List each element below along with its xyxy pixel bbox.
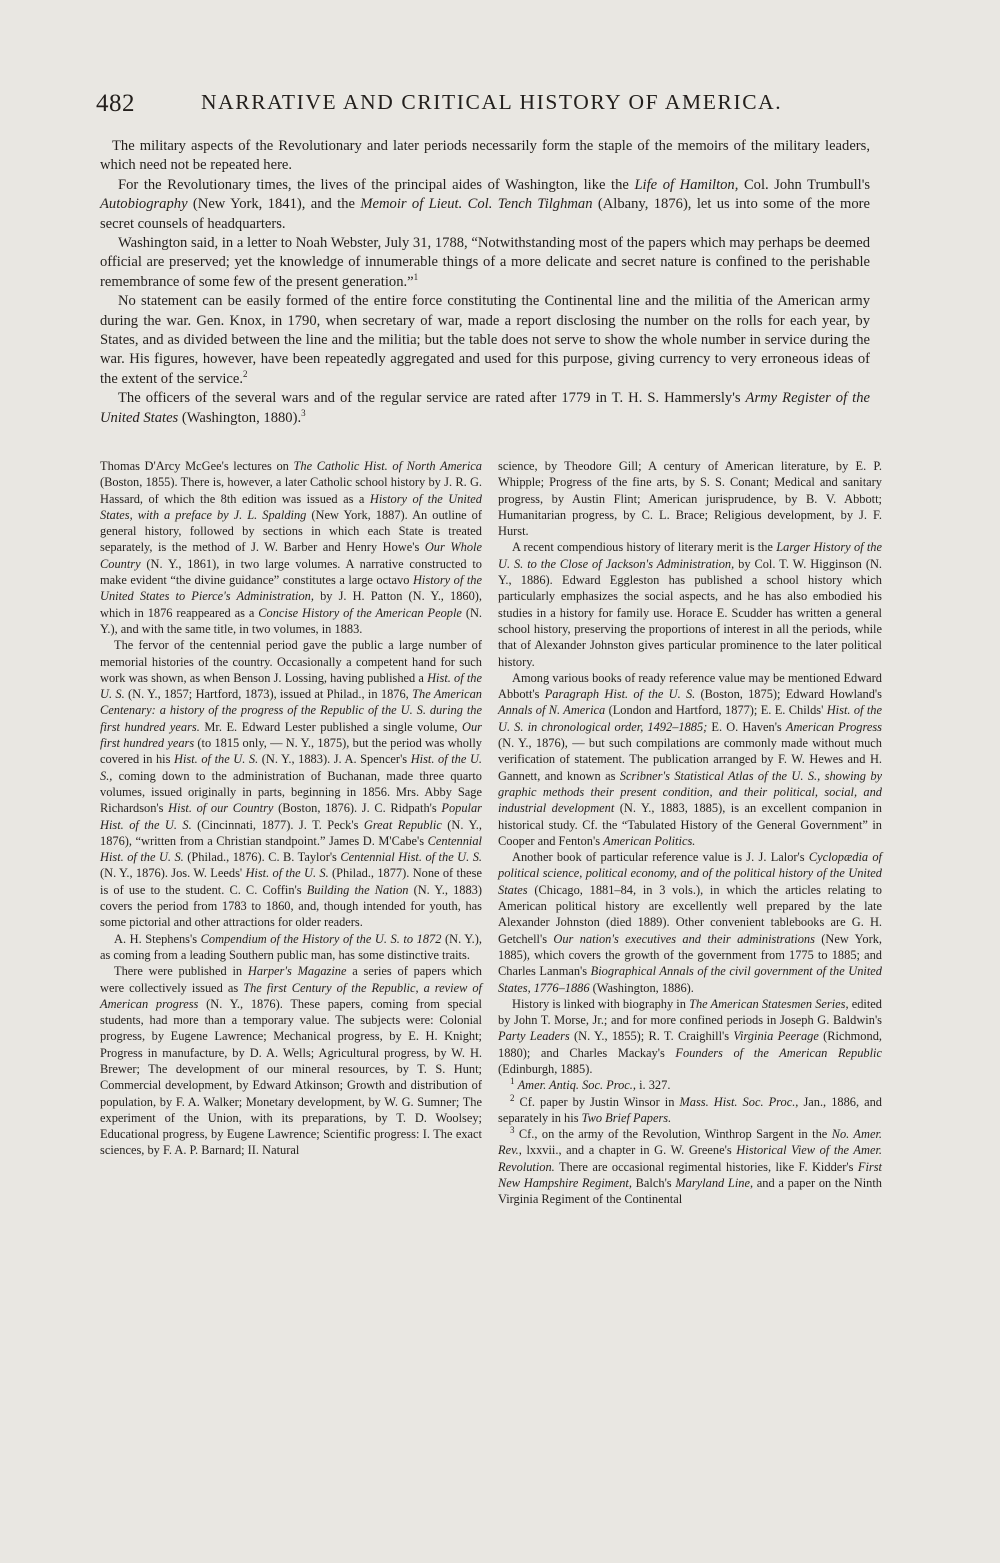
right-column [498,458,882,1208]
italic-title: Our first hundred years [100,719,482,751]
text-run: (N. Y., 1857; Hartford, 1873), issued at Philad., in 1876, [124,687,413,702]
note-paragraph [100,458,482,637]
text-run: a series of papers which were collectively issued as [100,964,482,995]
italic-title: Compendium of the History of the U. S. to 1872 [200,931,442,946]
text-run: (to 1815 only, — N. Y., 1875), but the period was wholly covered in his [100,736,482,767]
italic-title: The American Statesmen Series, [689,996,849,1011]
italic-title: Centennial Hist. of the U. S. [340,850,482,865]
italic-title: Hist. of the U. S. in chronological order, 1492–1885; [498,703,882,734]
text-run: (Philad., 1877). None of these is of use to the student. C. C. Coffin's [100,866,482,897]
text-run: (N. Y., 1883) covers the period from 1783 to 1860, and, though intended for youth, has some pictorial and other attractions for older readers. [100,882,482,930]
italic-title: Great Republic [363,817,442,832]
text-run: Mr. E. Edward Lester published a single volume, [199,719,463,734]
italic-title: American Politics. [603,833,696,848]
text-run: The fervor of the centennial period gave the public a large number of memorial histories of the country. Occasionally a competent hand for such work was shown, as when Benson J. Lossing, having published a [100,638,482,685]
text-run: (N. Y., 1861), in two large volumes. A narrative constructed to make evident “the divine guidance” constitutes a large octavo [100,556,482,588]
footnote-marker: 3 [301,407,306,418]
footnote-marker: 1 [510,1076,515,1087]
note-paragraph [498,539,882,669]
text-run: (Washington, 1880). [178,409,302,426]
text-run: (Washington, 1886). [589,980,694,995]
text-run: The military aspects of the Revolutionary and later periods necessarily form the staple of the memoirs of the military leaders, which need not be repeated here. [100,138,870,174]
italic-title: American Progress [785,719,882,734]
italic-title: Maryland Line, [675,1176,754,1191]
italic-title: Harper's Magazine [247,964,347,979]
text-run: (N. Y.), and with the same title, in two volumes, in 1883. [100,605,482,636]
text-run: (N. Y., 1883, 1885), is an excellent companion in historical study. Cf. the “Tabulated History of the General Government” in Cooper and Fenton's [498,801,883,848]
text-run: (Cincinnati, 1877). J. T. Peck's [191,817,364,832]
footnote-marker: 2 [243,369,248,380]
note-paragraph [100,963,482,1159]
text-run: History is linked with biography in [512,996,690,1011]
text-run: Among various books of ready reference value may be mentioned Edward Abbott's [498,670,882,702]
italic-title: Paragraph Hist. of the U. S. [544,687,696,702]
note-paragraph [498,458,882,539]
text-run: (New York, 1887). An outline of general history, followed by sections in which each State is treated separately, is the method of J. W. Barber and Henry Howe's [100,507,483,555]
italic-title: Popular Hist. of the U. S. [100,801,482,832]
italic-title: Amer. Antiq. Soc. Proc., [517,1078,636,1093]
text-run: (N. Y., 1876). Jos. W. Leeds' [100,866,246,881]
text-run: by Col. T. W. Higginson (N. Y., 1886). Edward Eggleston has published a school history which particularly emphasizes the social aspects, and he has also embodied his studies in a history for family use. Horace E. Scudder has written a general school history, preserving the proportions of interest in all the periods, while that of Alexander Johnston gives particular prominence to the later political history. [498,556,882,669]
italic-title: History of the United States, with a preface by J. L. Spalding [100,491,482,522]
text-run: Thomas D'Arcy McGee's lectures on [100,459,294,473]
text-run: (Philad., 1876). C. B. Taylor's [183,850,341,865]
italic-title: Autobiography [100,196,188,213]
left-column [100,458,482,1159]
footnote-marker: 2 [510,1092,515,1103]
italic-title: Army Register of the United States [100,390,870,426]
text-run: Balch's [631,1176,676,1191]
italic-title: Our nation's executives and their administrations [553,931,815,946]
running-title: NARRATIVE AND CRITICAL HISTORY OF AMERICA. [201,90,783,114]
paragraph [100,137,870,176]
text-run: lxxvii., and a chapter in G. W. Greene's [521,1143,737,1158]
text-run: Cf., on the army of the Revolution, Winthrop Sargent in the [514,1127,832,1142]
text-run: (New York, 1885), which covers the growth of the government from 1775 to 1885; and Charles Lanman's [498,931,882,979]
text-run: There are occasional regimental histories, like F. Kidder's [554,1159,858,1174]
text-run: (Albany, 1876), let us into some of the more secret counsels of headquarters. [100,196,870,232]
italic-title: History of the United States to Pierce's Administration, [100,573,482,604]
text-run: (Chicago, 1881–84, in 3 vols.), in which the articles relating to American political history are excellently well prepared by the late Alexander Johnston (died 1889). Other convenient tablebooks are G. H. Getchell's [498,882,882,946]
italic-title: The American Centenary: a history of the progress of the Republic of the U. S. during the first hundred years. [100,687,482,734]
italic-title: No. Amer. Rev., [498,1127,882,1158]
paragraph [100,176,870,234]
italic-title: Our Whole Country [100,540,482,571]
text-run: (N. Y.), as coming from a leading Southern public man, has some distinctive traits. [100,931,482,962]
italic-title: Building the Nation [306,882,409,897]
italic-title: The Catholic Hist. of North America [293,459,482,473]
italic-title: Founders of the American Republic [675,1045,882,1060]
italic-title: First New Hampshire Regiment, [498,1159,882,1191]
text-run: (N. Y., 1855); R. T. Craighill's [569,1029,734,1044]
text-run: (N. Y., 1876), — but such compilations are commonly made without much verification of statement. The publication arranged by F. W. Hewes and H. Gannett, and known as [498,736,882,783]
text-run: i. 327. [636,1078,671,1093]
italic-title: Historical View of the Amer. Revolution. [498,1143,882,1174]
text-run: (N. Y., 1876), “written from a Christian standpoint.” James D. M'Cabe's [100,817,482,848]
text-run: (Boston, 1855). There is, however, a later Catholic school history by J. R. G. Hassard, of which the 8th edition was issued as a [100,475,482,506]
note-paragraph [100,637,482,930]
italic-title: Virginia Peerage [733,1029,819,1044]
text-run: edited by John T. Morse, Jr.; and for more confined periods in Joseph G. Baldwin's [498,996,882,1028]
text-run: by J. H. Patton (N. Y., 1860), which in 1876 reappeared as a [100,589,483,620]
text-run: (London and Hartford, 1877); E. E. Childs' [605,703,827,718]
footnote-marker: 3 [510,1125,515,1136]
paragraph [100,292,870,389]
paragraph [100,234,870,292]
italic-title: Concise History of the American People [258,605,462,620]
italic-title: Hist. of the U. S. [100,670,482,702]
note-paragraph [498,996,882,1077]
italic-title: Biographical Annals of the civil government of the United States, 1776–1886 [498,964,882,995]
footnote-3 [498,1126,882,1207]
note-paragraph [498,670,882,849]
text-run: (Boston, 1875); Edward Howland's [695,687,882,702]
main-text [100,137,870,428]
paragraph [100,389,870,428]
text-run: Cf. paper by Justin Winsor in [514,1094,680,1109]
italic-title: Hist. of the U. S., [100,752,482,783]
footnote-marker: 1 [413,271,419,282]
italic-title: Scribner's Statistical Atlas of the U. S., showing by graphic methods their present condition, and their political, social, and industrial development [498,768,883,816]
text-run: (N. Y., 1876). These papers, coming from special students, had more than a temporary value. The subjects were: Colonial progress, by Eugene Lawrence; Mechanical progress, by E. H. Knight; Progress in manufacture, by D. A. Wells; Agricultural progress, by W. H. Brewer; The development of our mineral resources, by T. S. Hunt; Commercial development, by Edward Atkinson; Growth and distribution of population, by F. A. Walker; Monetary development, by W. G. Sumner; The experiment of the Union, with its preparations, by T. D. Woolsey; Educational progress, by Eugene Lawrence; Scientific progress: I. The exact sciences, by F. A. P. Barnard; II. Natural [100,996,482,1158]
text-run: Another book of particular reference value is J. J. Lalor's [512,850,809,865]
footnote-2 [498,1094,882,1127]
footnote-1 [498,1077,882,1093]
text-run: and a paper on the Ninth Virginia Regiment of the Continental [498,1176,882,1207]
italic-title: Annals of N. America [498,703,606,718]
note-paragraph [498,849,882,996]
text-run: science, by Theodore Gill; A century of American literature, by E. P. Whipple; Progress of the fine arts, by S. S. Conant; Medical and sanitary progress, by Austin Flint; American jurisprudence, by B. V. Abbott; Humanitarian progress, by C. L. Brace; Religious development, by J. F. Hurst. [498,459,882,539]
italic-title: Larger History of the U. S. to the Close of Jackson's Administration, [498,540,882,571]
text-run: (Boston, 1876). J. C. Ridpath's [273,801,442,816]
text-run: There were published in [114,964,248,979]
italic-title: Memoir of Lieut. Col. Tench Tilghman [360,196,593,213]
italic-title: Centennial Hist. of the U. S. [100,833,482,865]
text-run: (New York, 1841), and the [187,196,361,213]
notes-columns [100,458,890,1458]
text-run: Col. John Trumbull's [738,176,871,193]
italic-title: Mass. Hist. Soc. Proc., [679,1094,799,1109]
note-paragraph [100,931,482,964]
text-run: coming down to the administration of Buchanan, made three quarto volumes, issued originally in parts, beginning in 1856. Mrs. Abby Sage Richardson's [100,768,482,816]
text-run: (Richmond, 1880); and Charles Mackay's [498,1029,882,1060]
text-run: A. H. Stephens's [114,931,201,946]
italic-title: Hist. of the U. S. [174,752,259,767]
text-run: Jan., 1886, and separately in his [498,1094,882,1125]
page-number: 482 [96,90,135,117]
text-run: (N. Y., 1883). J. A. Spencer's [258,752,411,767]
italic-title: The first Century of the Republic, a review of American progress [100,980,482,1011]
text-run: The officers of the several wars and of the regular service are rated after 1779 in T. H. S. Hammersly's [118,390,746,407]
text-run: For the Revolutionary times, the lives of the principal aides of Washington, like the [118,176,635,193]
text-run: (Edinburgh, 1885). [498,1061,593,1076]
italic-title: Cyclopædia of political science, political economy, and of the political history of the United States [498,850,883,897]
italic-title: Party Leaders [498,1029,570,1044]
text-run: E. O. Haven's [707,719,786,734]
italic-title: Hist. of our Country [168,801,274,816]
text-run: A recent compendious history of literary merit is the [512,540,777,555]
text-run: Washington said, in a letter to Noah Webster, July 31, 1788, “Notwithstanding most of the papers which may perhaps be deemed official are preserved; yet the knowledge of innumerable things of a more delicate and secret nature is confined to the perishable remembrance of some few of the present generation.” [100,235,870,290]
italic-title: Life of Hamilton, [634,176,739,193]
text-run: No statement can be easily formed of the entire force constituting the Continental line and the militia of the American army during the war. Gen. Knox, in 1790, when secretary of war, made a report disclosing the number on the rolls for each year, by States, and as divided between the line and the militia; but the table does not serve to show the whole number in service during the war. His figures, however, have been repeatedly aggregated and used for this purpose, giving currency to very erroneous ideas of the extent of the service. [100,293,870,387]
page-header [96,88,886,128]
italic-title: Two Brief Papers. [581,1110,672,1125]
italic-title: Hist. of the U. S. [245,866,329,881]
